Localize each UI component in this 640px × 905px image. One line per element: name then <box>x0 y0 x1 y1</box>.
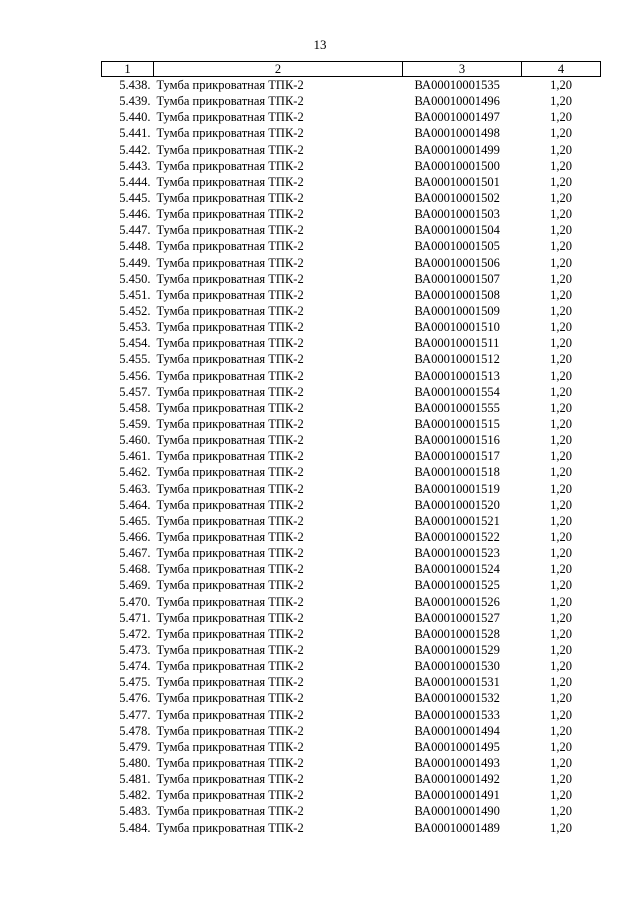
value-cell: 1,20 <box>550 191 572 206</box>
table-row <box>102 335 601 351</box>
item-name-cell: Тумба прикроватная ТПК-2 <box>156 465 304 480</box>
value-cell: 1,20 <box>550 481 572 496</box>
value-cell: 1,20 <box>550 804 572 819</box>
row-number-cell: 5.463. <box>119 481 151 496</box>
table-row <box>102 351 601 367</box>
column-header-2: 2 <box>154 62 403 77</box>
item-name-cell: Тумба прикроватная ТПК-2 <box>156 578 304 593</box>
column-header-3: 3 <box>403 62 522 77</box>
item-name-cell: Тумба прикроватная ТПК-2 <box>156 497 304 512</box>
value-cell: 1,20 <box>550 642 572 657</box>
row-number-cell: 5.452. <box>119 304 151 319</box>
table-row <box>102 368 601 384</box>
row-number-cell: 5.442. <box>119 142 151 157</box>
table-row <box>102 142 601 158</box>
inventory-code-cell: ВА00010001495 <box>414 739 500 754</box>
item-name-cell: Тумба прикроватная ТПК-2 <box>156 755 304 770</box>
row-number-cell: 5.472. <box>119 626 151 641</box>
value-cell: 1,20 <box>550 158 572 173</box>
value-cell: 1,20 <box>550 142 572 157</box>
table-row <box>102 803 601 819</box>
table-row <box>102 400 601 416</box>
value-cell: 1,20 <box>550 352 572 367</box>
row-number-cell: 5.457. <box>119 384 151 399</box>
inventory-code-cell: ВА00010001497 <box>414 110 500 125</box>
row-number-cell: 5.446. <box>119 207 151 222</box>
table-row <box>102 513 601 529</box>
item-name-cell: Тумба прикроватная ТПК-2 <box>156 352 304 367</box>
table-row <box>102 190 601 206</box>
table-row <box>102 658 601 674</box>
inventory-code-cell: ВА00010001527 <box>414 610 500 625</box>
inventory-code-cell: ВА00010001520 <box>414 497 500 512</box>
value-cell: 1,20 <box>550 336 572 351</box>
item-name-cell: Тумба прикроватная ТПК-2 <box>156 594 304 609</box>
value-cell: 1,20 <box>550 417 572 432</box>
item-name-cell: Тумба прикроватная ТПК-2 <box>156 207 304 222</box>
row-number-cell: 5.440. <box>119 110 151 125</box>
inventory-code-cell: ВА00010001535 <box>414 78 500 93</box>
table-row <box>102 206 601 222</box>
table-row <box>102 674 601 690</box>
inventory-code-cell: ВА00010001518 <box>414 465 500 480</box>
table-row <box>102 481 601 497</box>
item-name-cell: Тумба прикроватная ТПК-2 <box>156 142 304 157</box>
value-cell: 1,20 <box>550 546 572 561</box>
item-name-cell: Тумба прикроватная ТПК-2 <box>156 271 304 286</box>
item-name-cell: Тумба прикроватная ТПК-2 <box>156 384 304 399</box>
table-row <box>102 125 601 141</box>
item-name-cell: Тумба прикроватная ТПК-2 <box>156 707 304 722</box>
value-cell: 1,20 <box>550 287 572 302</box>
item-name-cell: Тумба прикроватная ТПК-2 <box>156 433 304 448</box>
value-cell: 1,20 <box>550 497 572 512</box>
item-name-cell: Тумба прикроватная ТПК-2 <box>156 513 304 528</box>
value-cell: 1,20 <box>550 788 572 803</box>
item-name-cell: Тумба прикроватная ТПК-2 <box>156 788 304 803</box>
value-cell: 1,20 <box>550 723 572 738</box>
row-number-cell: 5.460. <box>119 433 151 448</box>
table-row <box>102 771 601 787</box>
inventory-code-cell: ВА00010001531 <box>414 675 500 690</box>
item-name-cell: Тумба прикроватная ТПК-2 <box>156 562 304 577</box>
value-cell: 1,20 <box>550 223 572 238</box>
inventory-code-cell: ВА00010001554 <box>414 384 500 399</box>
item-name-cell: Тумба прикроватная ТПК-2 <box>156 691 304 706</box>
value-cell: 1,20 <box>550 255 572 270</box>
row-number-cell: 5.482. <box>119 788 151 803</box>
item-name-cell: Тумба прикроватная ТПК-2 <box>156 78 304 93</box>
row-number-cell: 5.456. <box>119 368 151 383</box>
row-number-cell: 5.481. <box>119 772 151 787</box>
item-name-cell: Тумба прикроватная ТПК-2 <box>156 320 304 335</box>
table-row <box>102 706 601 722</box>
row-number-cell: 5.461. <box>119 449 151 464</box>
item-name-cell: Тумба прикроватная ТПК-2 <box>156 287 304 302</box>
inventory-code-cell: ВА00010001517 <box>414 449 500 464</box>
row-number-cell: 5.443. <box>119 158 151 173</box>
inventory-code-cell: ВА00010001505 <box>414 239 500 254</box>
inventory-code-cell: ВА00010001494 <box>414 723 500 738</box>
value-cell: 1,20 <box>550 739 572 754</box>
inventory-code-cell: ВА00010001489 <box>414 820 500 835</box>
page-number: 13 <box>313 37 327 52</box>
value-cell: 1,20 <box>550 707 572 722</box>
inventory-code-cell: ВА00010001508 <box>414 287 500 302</box>
value-cell: 1,20 <box>550 610 572 625</box>
inventory-code-cell: ВА00010001498 <box>414 126 500 141</box>
item-name-cell: Тумба прикроватная ТПК-2 <box>156 804 304 819</box>
row-number-cell: 5.454. <box>119 336 151 351</box>
table-row <box>102 755 601 771</box>
value-cell: 1,20 <box>550 691 572 706</box>
inventory-table <box>101 61 601 836</box>
value-cell: 1,20 <box>550 368 572 383</box>
inventory-code-cell: ВА00010001493 <box>414 755 500 770</box>
item-name-cell: Тумба прикроватная ТПК-2 <box>156 336 304 351</box>
item-name-cell: Тумба прикроватная ТПК-2 <box>156 530 304 544</box>
row-number-cell: 5.466. <box>119 530 151 544</box>
value-cell: 1,20 <box>550 594 572 609</box>
table-row <box>102 594 601 610</box>
table-row <box>102 158 601 174</box>
inventory-code-cell: ВА00010001530 <box>414 659 500 674</box>
value-cell: 1,20 <box>550 578 572 593</box>
inventory-code-cell: ВА00010001507 <box>414 271 500 286</box>
inventory-code-cell: ВА00010001519 <box>414 481 500 496</box>
row-number-cell: 5.445. <box>119 191 151 206</box>
row-number-cell: 5.470. <box>119 594 151 609</box>
inventory-code-cell: ВА00010001515 <box>414 417 500 432</box>
row-number-cell: 5.449. <box>119 255 151 270</box>
inventory-code-cell: ВА00010001499 <box>414 142 500 157</box>
table-row <box>102 287 601 303</box>
table-row <box>102 690 601 706</box>
row-number-cell: 5.474. <box>119 659 151 674</box>
column-header-1: 1 <box>102 62 154 77</box>
item-name-cell: Тумба прикроватная ТПК-2 <box>156 126 304 141</box>
row-number-cell: 5.455. <box>119 352 151 367</box>
row-number-cell: 5.476. <box>119 691 151 706</box>
inventory-code-cell: ВА00010001503 <box>414 207 500 222</box>
value-cell: 1,20 <box>550 465 572 480</box>
row-number-cell: 5.475. <box>119 675 151 690</box>
value-cell: 1,20 <box>550 78 572 93</box>
row-number-cell: 5.467. <box>119 546 151 561</box>
table-row <box>102 561 601 577</box>
value-cell: 1,20 <box>550 94 572 109</box>
item-name-cell: Тумба прикроватная ТПК-2 <box>156 110 304 125</box>
table-row <box>102 319 601 335</box>
row-number-cell: 5.477. <box>119 707 151 722</box>
value-cell: 1,20 <box>550 320 572 335</box>
table-row <box>102 642 601 658</box>
table-row <box>102 577 601 593</box>
inventory-code-cell: ВА00010001491 <box>414 788 500 803</box>
row-number-cell: 5.458. <box>119 400 151 415</box>
value-cell: 1,20 <box>550 433 572 448</box>
column-header-4: 4 <box>522 62 601 77</box>
item-name-cell: Тумба прикроватная ТПК-2 <box>156 223 304 238</box>
item-name-cell: Тумба прикроватная ТПК-2 <box>156 158 304 173</box>
inventory-code-cell: ВА00010001504 <box>414 223 500 238</box>
table-row <box>102 271 601 287</box>
inventory-code-cell: ВА00010001501 <box>414 174 500 189</box>
item-name-cell: Тумба прикроватная ТПК-2 <box>156 546 304 561</box>
row-number-cell: 5.473. <box>119 642 151 657</box>
table-row <box>102 77 601 94</box>
item-name-cell: Тумба прикроватная ТПК-2 <box>156 368 304 383</box>
table-row <box>102 739 601 755</box>
inventory-code-cell: ВА00010001529 <box>414 642 500 657</box>
row-number-cell: 5.447. <box>119 223 151 238</box>
inventory-code-cell: ВА00010001513 <box>414 368 500 383</box>
value-cell: 1,20 <box>550 304 572 319</box>
value-cell: 1,20 <box>550 207 572 222</box>
item-name-cell: Тумба прикроватная ТПК-2 <box>156 626 304 641</box>
value-cell: 1,20 <box>550 110 572 125</box>
value-cell: 1,20 <box>550 126 572 141</box>
inventory-code-cell: ВА00010001521 <box>414 513 500 528</box>
table-row <box>102 787 601 803</box>
item-name-cell: Тумба прикроватная ТПК-2 <box>156 255 304 270</box>
table-row <box>102 545 601 561</box>
row-number-cell: 5.469. <box>119 578 151 593</box>
row-number-cell: 5.464. <box>119 497 151 512</box>
item-name-cell: Тумба прикроватная ТПК-2 <box>156 820 304 835</box>
table-header-row <box>102 62 601 77</box>
value-cell: 1,20 <box>550 530 572 544</box>
table-row <box>102 819 601 835</box>
value-cell: 1,20 <box>550 659 572 674</box>
item-name-cell: Тумба прикроватная ТПК-2 <box>156 675 304 690</box>
item-name-cell: Тумба прикроватная ТПК-2 <box>156 659 304 674</box>
value-cell: 1,20 <box>550 772 572 787</box>
value-cell: 1,20 <box>550 626 572 641</box>
item-name-cell: Тумба прикроватная ТПК-2 <box>156 94 304 109</box>
item-name-cell: Тумба прикроватная ТПК-2 <box>156 642 304 657</box>
table-row <box>102 497 601 513</box>
row-number-cell: 5.483. <box>119 804 151 819</box>
item-name-cell: Тумба прикроватная ТПК-2 <box>156 304 304 319</box>
row-number-cell: 5.453. <box>119 320 151 335</box>
table-row <box>102 238 601 254</box>
inventory-code-cell: ВА00010001524 <box>414 562 500 577</box>
inventory-code-cell: ВА00010001511 <box>414 336 500 351</box>
table-row <box>102 723 601 739</box>
value-cell: 1,20 <box>550 513 572 528</box>
row-number-cell: 5.441. <box>119 126 151 141</box>
item-name-cell: Тумба прикроватная ТПК-2 <box>156 449 304 464</box>
inventory-code-cell: ВА00010001496 <box>414 94 500 109</box>
item-name-cell: Тумба прикроватная ТПК-2 <box>156 481 304 496</box>
table-row <box>102 610 601 626</box>
row-number-cell: 5.471. <box>119 610 151 625</box>
inventory-code-cell: ВА00010001528 <box>414 626 500 641</box>
row-number-cell: 5.480. <box>119 755 151 770</box>
row-number-cell: 5.451. <box>119 287 151 302</box>
inventory-code-cell: ВА00010001526 <box>414 594 500 609</box>
item-name-cell: Тумба прикроватная ТПК-2 <box>156 610 304 625</box>
inventory-code-cell: ВА00010001502 <box>414 191 500 206</box>
table-row <box>102 222 601 238</box>
table-body <box>102 77 601 836</box>
value-cell: 1,20 <box>550 449 572 464</box>
row-number-cell: 5.444. <box>119 174 151 189</box>
value-cell: 1,20 <box>550 820 572 835</box>
inventory-code-cell: ВА00010001506 <box>414 255 500 270</box>
table-row <box>102 432 601 448</box>
item-name-cell: Тумба прикроватная ТПК-2 <box>156 191 304 206</box>
value-cell: 1,20 <box>550 675 572 690</box>
item-name-cell: Тумба прикроватная ТПК-2 <box>156 723 304 738</box>
row-number-cell: 5.465. <box>119 513 151 528</box>
row-number-cell: 5.468. <box>119 562 151 577</box>
item-name-cell: Тумба прикроватная ТПК-2 <box>156 417 304 432</box>
value-cell: 1,20 <box>550 384 572 399</box>
row-number-cell: 5.448. <box>119 239 151 254</box>
value-cell: 1,20 <box>550 271 572 286</box>
table-row <box>102 416 601 432</box>
row-number-cell: 5.462. <box>119 465 151 480</box>
row-number-cell: 5.478. <box>119 723 151 738</box>
row-number-cell: 5.438. <box>119 78 151 93</box>
item-name-cell: Тумба прикроватная ТПК-2 <box>156 400 304 415</box>
inventory-code-cell: ВА00010001510 <box>414 320 500 335</box>
inventory-code-cell: ВА00010001490 <box>414 804 500 819</box>
table-row <box>102 93 601 109</box>
row-number-cell: 5.459. <box>119 417 151 432</box>
table-row <box>102 448 601 464</box>
inventory-code-cell: ВА00010001523 <box>414 546 500 561</box>
inventory-code-cell: ВА00010001525 <box>414 578 500 593</box>
inventory-code-cell: ВА00010001500 <box>414 158 500 173</box>
item-name-cell: Тумба прикроватная ТПК-2 <box>156 772 304 787</box>
table-row <box>102 303 601 319</box>
inventory-code-cell: ВА00010001522 <box>414 530 500 544</box>
inventory-code-cell: ВА00010001512 <box>414 352 500 367</box>
value-cell: 1,20 <box>550 562 572 577</box>
value-cell: 1,20 <box>550 755 572 770</box>
inventory-code-cell: ВА00010001533 <box>414 707 500 722</box>
item-name-cell: Тумба прикроватная ТПК-2 <box>156 239 304 254</box>
inventory-code-cell: ВА00010001509 <box>414 304 500 319</box>
inventory-code-cell: ВА00010001492 <box>414 772 500 787</box>
table-row <box>102 109 601 125</box>
row-number-cell: 5.479. <box>119 739 151 754</box>
row-number-cell: 5.439. <box>119 94 151 109</box>
table-row <box>102 529 601 545</box>
value-cell: 1,20 <box>550 400 572 415</box>
item-name-cell: Тумба прикроватная ТПК-2 <box>156 739 304 754</box>
row-number-cell: 5.450. <box>119 271 151 286</box>
inventory-code-cell: ВА00010001532 <box>414 691 500 706</box>
table-row <box>102 174 601 190</box>
inventory-code-cell: ВА00010001516 <box>414 433 500 448</box>
inventory-code-cell: ВА00010001555 <box>414 400 500 415</box>
value-cell: 1,20 <box>550 174 572 189</box>
table-row <box>102 626 601 642</box>
value-cell: 1,20 <box>550 239 572 254</box>
table-row <box>102 255 601 271</box>
table-row <box>102 464 601 480</box>
row-number-cell: 5.484. <box>119 820 151 835</box>
item-name-cell: Тумба прикроватная ТПК-2 <box>156 174 304 189</box>
table-row <box>102 384 601 400</box>
